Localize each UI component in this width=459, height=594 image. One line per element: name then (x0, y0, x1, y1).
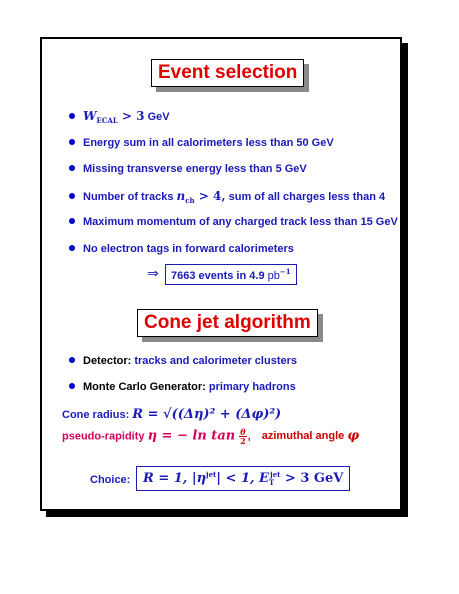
bullet-dot-icon (69, 357, 75, 363)
pseudo-rapidity-line: pseudo-rapidity η = − ln tan $\frac{\theta}{2}$ , azimuthal angle φ (62, 427, 360, 446)
bullet-max-momentum: Maximum momentum of any charged track less than 15 GeV (69, 216, 398, 228)
bullet-dot-icon (69, 113, 75, 119)
choice-formula-box: R = 1, $|\eta^{jet}| < 1$, $E_T^{jet} > 3$ GeV (136, 466, 350, 491)
event-selection-title-block (151, 59, 304, 87)
bullet-dot-icon (69, 139, 75, 145)
bullet-electron-tags: No electron tags in forward calorimeters (69, 243, 294, 255)
section-title: Event selection (151, 59, 304, 87)
bullet-wecal: $W_{ECAL} > 3$ GeV (69, 109, 170, 125)
cone-radius-formula: R = √((Δη)² + (Δφ)²) (132, 407, 282, 422)
bullet-energy-sum: Energy sum in all calorimeters less than 50 GeV (69, 137, 334, 149)
theta-over-two-fraction: $\frac{\theta}{2}$ (240, 427, 246, 446)
events-count-box: 7663 events in 4.9 $pb^{-1}$ (165, 264, 297, 285)
bullet-dot-icon (69, 165, 75, 171)
implies-arrow-icon: ⇒ (147, 265, 159, 281)
slide (40, 37, 402, 511)
choice-label: Choice: (90, 474, 131, 486)
bullet-detector: Detector: tracks and calorimeter clusters (69, 355, 297, 367)
bullet-dot-icon (69, 218, 75, 224)
bullet-dot-icon (69, 245, 75, 251)
bullet-dot-icon (69, 193, 75, 199)
bullet-mc-generator: Monte Carlo Generator: primary hadrons (69, 381, 296, 393)
bullet-missing-energy: Missing transverse energy less than 5 GeV (69, 163, 307, 175)
cone-jet-title-block (137, 309, 318, 337)
bullet-tracks: Number of tracks $n_{ch} > 4$, sum of all charges less than 4 (69, 189, 385, 205)
bullet-dot-icon (69, 383, 75, 389)
section-title: Cone jet algorithm (137, 309, 318, 337)
cone-radius-line: Cone radius: R = √((Δη)² + (Δφ)²) (62, 407, 282, 422)
